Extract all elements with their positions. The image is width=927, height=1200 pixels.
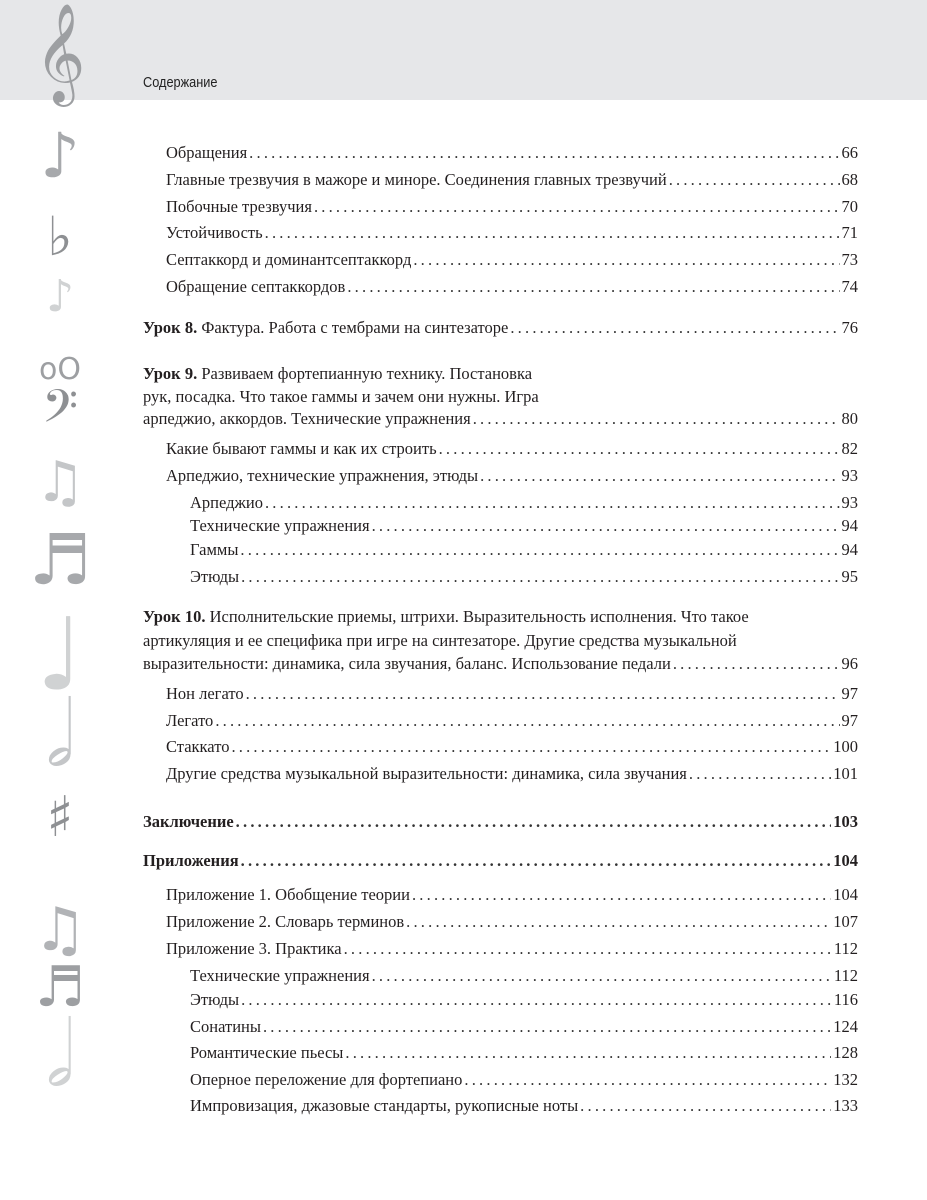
page-number: 128 [833,1043,858,1062]
eighth-note-icon: ♪ [40,119,80,192]
page-number: 96 [841,654,858,673]
toc-entry[interactable] [190,1095,858,1117]
running-header: Содержание [143,74,218,91]
lesson-label: Урок 9. [143,364,198,383]
page-number: 95 [841,567,858,586]
page-number: 80 [841,409,858,428]
page-number: 116 [833,990,858,1009]
toc-entry[interactable] [166,884,858,906]
page-number: 107 [833,912,858,931]
dot-leader [580,1095,831,1117]
page-number: 94 [841,516,858,535]
entry-title: Гаммы [190,540,239,559]
toc-entry[interactable] [190,1016,858,1038]
page-number: 93 [841,466,858,485]
dot-leader [413,249,839,271]
header-band [0,0,927,103]
entry-title: Нон легато [166,684,244,703]
toc-entry[interactable] [166,736,858,758]
page-number: 94 [841,540,858,559]
toc-entry[interactable] [190,965,858,987]
dot-leader [689,763,831,785]
whole-notes-icon: oO [39,352,81,387]
entry-title: Приложения [143,851,239,870]
entry-title: Исполнительские приемы, штрихи. Выразительность исполнения. Что такое [209,607,749,626]
toc-entry[interactable] [166,249,858,271]
dot-leader [372,965,832,987]
entry-title: Стаккато [166,737,230,756]
half-note-icon: 𝅗𝅥 [45,682,75,787]
dot-leader [241,850,832,872]
page-number: 104 [833,851,858,870]
sixteenth-note-icon: ♬ [28,519,92,601]
page-number: 103 [833,812,858,831]
dot-leader [240,539,839,561]
dot-leader [263,1016,831,1038]
entry-title: Приложение 3. Практика [166,939,342,958]
dot-leader [215,710,839,732]
entry-title: Арпеджио, технические упражнения, этюды [166,466,479,485]
bass-clef-icon: 𝄢 [41,380,78,445]
dot-leader [439,438,840,460]
entry-title: Обращение септаккордов [166,277,346,296]
page-number: 70 [841,197,858,216]
toc-lesson-9[interactable] [143,408,858,430]
toc-entry[interactable] [166,683,858,705]
toc-entry[interactable] [166,938,858,960]
dot-leader [345,1042,831,1064]
treble-clef-icon: 𝄞 [34,3,86,103]
entry-title: Заключение [143,812,234,831]
page-number: 124 [833,1017,858,1036]
dot-leader [406,911,831,933]
sharp-icon: ♯ [46,785,74,850]
toc-entry[interactable] [166,763,858,785]
entry-title: Этюды [190,990,240,1009]
page-number: 71 [841,223,858,242]
page-number: 97 [841,684,858,703]
dot-leader [473,408,840,430]
entry-title: Развиваем фортепианную технику. Постановка [201,364,533,383]
dot-leader [669,169,840,191]
dot-leader [314,196,840,218]
dot-leader [480,465,839,487]
toc-lesson-8[interactable] [143,317,858,339]
toc-entry[interactable] [190,566,858,588]
entry-title: Технические упражнения [190,966,370,985]
dot-leader [231,736,831,758]
entry-title: Импровизация, джазовые стандарты, рукописные ноты [190,1096,579,1115]
page-number: 112 [833,966,858,985]
dot-leader [265,222,840,244]
toc-lesson-9-line [143,363,532,385]
entry-title: Другие средства музыкальной выразительности: динамика, сила звучания [166,764,687,783]
toc-entry[interactable] [166,142,858,164]
dot-leader [249,142,839,164]
toc-entry[interactable] [190,1069,858,1091]
page-number: 93 [841,493,858,512]
page-number: 74 [841,277,858,296]
eighth-note-icon: ♪ [45,271,75,322]
page-number: 76 [841,318,858,337]
page-number: 112 [833,939,858,958]
entry-title: Технические упражнения [190,516,370,535]
toc-lesson-9-line: рук, посадка. Что такое гаммы и зачем они нужны. Игра [143,387,539,406]
entry-title: Главные трезвучия в мажоре и миноре. Соединения главных трезвучий [166,170,667,189]
entry-title: Фактура. Работа с тембрами на синтезаторе [201,318,509,337]
dot-leader [241,989,832,1011]
dot-leader [464,1069,831,1091]
entry-title: Приложение 1. Обобщение теории [166,885,410,904]
page-number: 132 [833,1070,858,1089]
entry-title: Устойчивость [166,223,263,242]
toc-entry[interactable] [166,169,858,191]
dot-leader [412,884,831,906]
page-number: 66 [841,143,858,162]
toc-entry[interactable] [166,196,858,218]
toc-entry[interactable] [166,438,858,460]
toc-entry[interactable] [190,1042,858,1064]
dot-leader [241,566,839,588]
dot-leader [347,276,839,298]
entry-title: выразительности: динамика, сила звучания, баланс. Использование педали [143,654,671,673]
entry-title: Арпеджио [190,493,263,512]
toc-appendices[interactable] [143,850,858,872]
dot-leader [344,938,832,960]
toc-entry[interactable] [190,539,858,561]
toc-entry[interactable] [166,911,858,933]
toc-entry[interactable] [190,515,858,537]
entry-title: Сонатины [190,1017,261,1036]
toc-lesson-10-line: артикуляция и ее специфика при игре на синтезаторе. Другие средства музыкальной [143,631,737,650]
toc-lesson-10-line [143,606,749,628]
entry-title: Побочные трезвучия [166,197,312,216]
page-number: 73 [841,250,858,269]
dot-leader [510,317,839,339]
entry-title: Септаккорд и доминантсептаккорд [166,250,412,269]
lesson-label: Урок 10. [143,607,206,626]
beamed-notes-icon: ♫ [33,895,87,965]
toc-entry[interactable] [166,465,858,487]
toc-entry[interactable] [166,222,858,244]
half-note-icon: 𝅗𝅥 [45,1002,75,1107]
page-number: 82 [841,439,858,458]
page-number: 101 [833,764,858,783]
quarter-note-icon: ♩ [36,596,84,713]
page-number: 133 [833,1096,858,1115]
flat-icon: ♭ [47,205,73,268]
toc-entry[interactable] [166,276,858,298]
entry-title: Романтические пьесы [190,1043,344,1062]
page-number: 68 [841,170,858,189]
sixteenth-note-icon: ♬ [34,955,86,1020]
page-number: 100 [833,737,858,756]
entry-title: Этюды [190,567,240,586]
dot-leader [372,515,840,537]
dot-leader [265,492,840,514]
page-number: 97 [841,711,858,730]
lesson-label: Урок 8. [143,318,198,337]
dot-leader [236,811,832,833]
page-number: 104 [833,885,858,904]
entry-title: Приложение 2. Словарь терминов [166,912,405,931]
entry-title: Обращения [166,143,248,162]
toc-conclusion[interactable] [143,811,858,833]
beamed-notes-icon: ♫ [34,450,86,515]
toc-entry[interactable] [166,710,858,732]
toc-entry[interactable] [190,492,858,514]
toc-lesson-10[interactable] [143,653,858,675]
dot-leader [246,683,840,705]
dot-leader [673,653,840,675]
entry-title: Легато [166,711,214,730]
entry-title: Оперное переложение для фортепиано [190,1070,463,1089]
entry-title: арпеджио, аккордов. Технические упражнения [143,409,471,428]
entry-title: Какие бывают гаммы и как их строить [166,439,437,458]
toc-entry[interactable] [190,989,858,1011]
